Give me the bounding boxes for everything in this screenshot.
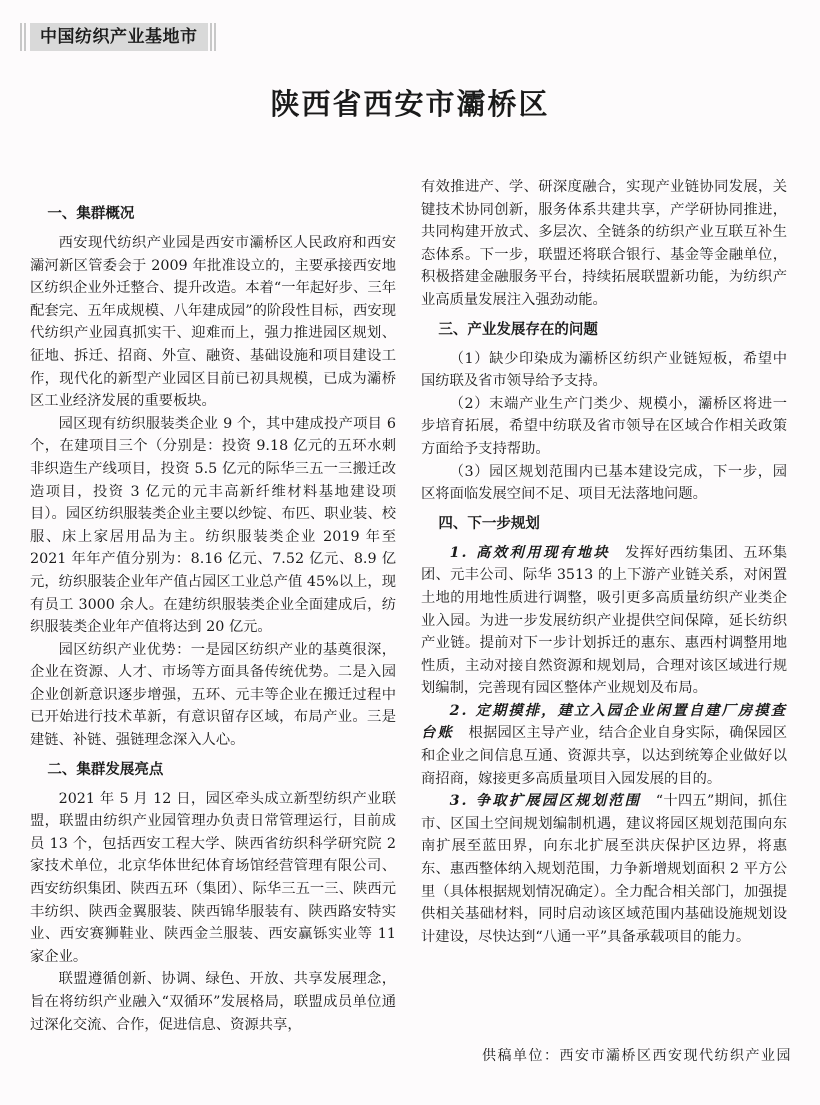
left-column: [30, 196, 396, 1036]
section-heading: 二、集群发展亮点: [47, 761, 164, 778]
issue-item: （2）末端产业生产门类少、规模小，灞桥区将进一步培育拓展，希望中纺联及省市领导在区域合作相关政策方面给予支持帮助。: [421, 395, 787, 457]
section-heading: 一、集群概况: [47, 206, 135, 222]
paragraph: 有效推进产、学、研深度融合，实现产业链协同发展，关键技术协同创新，服务体系共建共享，产学研协同推进，共同构建开放式、多层次、全链条的纺织产业互联互补生态体系。下一步，联盟还将联合银行、基金等金融单位，积极搭建金融服务平台，持续拓展联盟新功能，为纺织产业高质量发展注入强劲动能。: [421, 179, 787, 308]
paragraph: 2021 年 5 月 12 日，园区牵头成立新型纺织产业联盟，联盟由纺织产业园管理办负责日常管理运行，目前成员 13 个，包括西安工程大学、陕西省纺织科学研究院 2 家技术单位，北京华体世纪体育场馆经营管理有限公司、西安纺织集团、陕西五环（集团）、际华三五一三、陕西元丰纺织、陕西金翼服装、陕西锦华服装有、陕西路安特实业、西安赛狮鞋业、陕西金兰服装、西安赢铄实业等 11 家企业。: [30, 790, 396, 965]
plan-text: 根据园区主导产业，结合企业自身实际，确保园区和企业之间信息互通、资源共享，以达到统筹企业做好以商招商，嫁接更多高质量项目入园发展的目的。: [421, 725, 788, 787]
paragraph: 西安现代纺织产业园是西安市灞桥区人民政府和西安灞河新区管委会于 2009 年批准设立的，主要承接西安地区纺织企业外迁整合、提升改造。本着“一年起好步、三年配套完、五年成规模、八年建成园”的阶段性目标，西安现代纺织产业园真抓实干、迎难而上，强力推进园区规划、征地、拆迁、招商、外宣、融资、基础设施和项目建设工作，现代化的新型产业园区目前已初具规模，已成为灞桥区工业经济发展的重要板块。: [30, 235, 396, 410]
right-column: [421, 176, 787, 948]
contributor-credit: 供稿单位：西安市灞桥区西安现代纺织产业园: [482, 1048, 792, 1064]
plan-text: 发挥好西纺集团、五环集团、元丰公司、际华 3513 的上下游产业链关系，对闲置土地的用地性质进行调整，吸引更多高质量纺织产业类企业入园。为进一步发展纺织产业提供空间保障，延长纺织产业链。提前对下一步计划拆迁的惠东、惠西村调整用地性质，主动对接自然资源和规划局，合理对该区域进行规划编制，完善现有园区整体产业规划及布局。: [421, 544, 788, 697]
plan-item: [421, 542, 787, 700]
issue-item: （3）园区规划范围内已基本建设完成，下一步，园区将面临发展空间不足、项目无法落地问题。: [421, 463, 787, 503]
tag-decoration: [210, 23, 218, 51]
section-tag-label: 中国纺织产业基地市: [30, 23, 208, 51]
paragraph: 联盟遵循创新、协调、绿色、开放、共享发展理念，旨在将纺织产业融入“双循环”发展格局，联盟成员单位通过深化交流、合作，促进信息、资源共享，: [30, 971, 396, 1033]
paragraph: 园区现有纺织服装类企业 9 个，其中建成投产项目 6 个，在建项目三个（分别是：投资 9.18 亿元的五环水刺非织造生产线项目，投资 5.5 亿元的际华三五一三搬迁改造项目，投资 3 亿元的元丰高新纤维材料基地建设项目）。园区纺织服装类企业主要以纱锭、布匹、职业装、校服、床上家居用品为主。纺织服装类企业 2019 年至 2021 年年产值分别为：8.16 亿元、7.52 亿元、8.9 亿元，纺织服装企业年产值占园区工业总产值 45%以上，现有员工 3000 余人。在建纺织服装类企业全面建成后，纺织服装类企业年产值将达到 20 亿元。: [30, 415, 396, 636]
plan-item: [421, 790, 787, 948]
issue-item: （1）缺少印染成为灞桥区纺织产业链短板，希望中国纺联及省市领导给予支持。: [421, 350, 787, 390]
page-title: 陕西省西安市灞桥区: [270, 87, 550, 121]
tag-decoration: [20, 23, 28, 51]
plan-text: “十四五”期间，抓住市、区国土空间规划编制机遇，建议将园区规划范围向东南扩展至蓝田界，向东北扩展至洪庆保护区边界，将惠东、惠西整体纳入规划范围，力争新增规划面积 2 平方公里（具体根据规划情况确定）。全力配合相关部门，加强提供相关基础材料，同时启动该区域范围内基础设施规划设计建设，尽快达到“八通一平”具备承载项目的能力。: [421, 793, 788, 945]
paragraph: 园区纺织产业优势：一是园区纺织产业的基奠很深，企业在资源、人才、市场等方面具备传统优势。二是入园企业创新意识逐步增强，五环、元丰等企业在搬迁过程中已开始进行技术革新，有意识留存区域，布局产业。三是建链、补链、强链理念深入人心。: [30, 641, 396, 749]
plan-lead: 2. 定期摸排，建立入园企业闲置自建厂房摸查台账: [421, 702, 787, 742]
section-tag: [20, 23, 218, 51]
plan-lead: 1. 高效利用现有地块: [449, 544, 611, 561]
plan-item: [421, 700, 787, 790]
section-heading: 四、下一步规划: [438, 515, 540, 532]
plan-lead: 3. 争取扩展园区规划范围: [449, 793, 642, 810]
section-heading: 三、产业发展存在的问题: [438, 321, 598, 338]
